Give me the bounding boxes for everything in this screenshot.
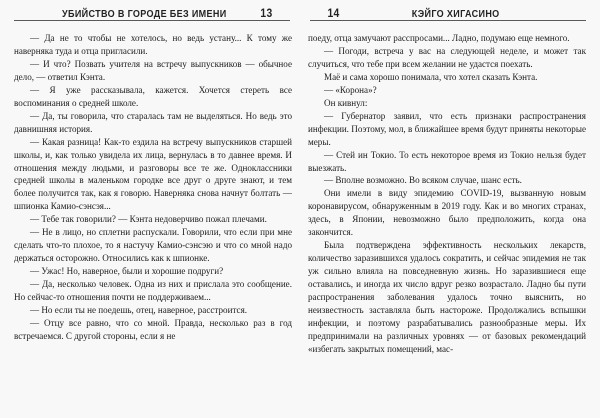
paragraph: — Но если ты не поедешь, отец, наверное, расстроится. [30, 305, 248, 316]
left-page-running-head [33, 6, 272, 19]
right-page-title: КЭЙГО ХИГАСИНО [411, 8, 500, 20]
right-header-rule [310, 20, 586, 21]
paragraph: — Отцу все равно, что со мной. Правда, несколько раз в год встречаемся. С другой стороны, если я не [14, 317, 292, 341]
paragraph: Была подтверждена эффективность нескольких лекарств, количество заразившихся удалось сократить, и сейчас эпидемия не так уж сильно влияла на повседневную жизнь. Но заразившиеся еще оставались, и иногда их число вдруг резко возрастало. Ладно бы пути распространения заболевания удалось точно выяснить, но неизвестность заставляла быть настороже. Продолжались вспышки инфекции, и поэтому разрабатывались разнообразные меры. Их предпринимали на различных уровнях — от базовых рекомендаций «избегать закрытых помещений, мас- [308, 240, 586, 354]
right-page-running-head [327, 6, 566, 19]
right-page [300, 0, 600, 418]
paragraph: — И что? Позвать учителя на встречу выпускников — обычное дело, — ответил Кэнта. [14, 58, 292, 82]
paragraph: — Губернатор заявил, что есть признаки распространения инфекции. Поэтому, мол, в ближайшее время будут приняты некоторые меры. [308, 110, 586, 147]
paragraph: — Вполне возможно. Во всяком случае, шанс есть. [324, 175, 522, 186]
left-page-title: УБИЙСТВО В ГОРОДЕ БЕЗ ИМЕНИ [62, 8, 227, 20]
right-page-number: 14 [327, 6, 340, 20]
left-header-rule [14, 20, 290, 21]
left-page-number: 13 [260, 6, 273, 20]
paragraph: — Не в лицо, но сплетни распускали. Говорили, что если при мне сделать что-то плохое, то я настучу Камио-сэнсэю и что со мной надо держаться осторожно. Относились как к шпионке. [14, 227, 292, 264]
paragraph: Он кивнул: [324, 97, 368, 108]
right-page-body [308, 32, 586, 356]
left-page-body [14, 32, 292, 343]
paragraph: поеду, отца замучают расспросами... Ладно, подумаю еще немного. [308, 33, 570, 43]
paragraph: — Тебе так говорили? — Кэнта недоверчиво пожал плечами. [30, 214, 267, 225]
paragraph: — «Корона»? [324, 84, 377, 95]
paragraph: — Да не то чтобы не хотелось, но ведь устану... К тому же наверняка туда и отца пригласили. [14, 33, 292, 56]
paragraph: — Какая разница! Как-то ездила на встречу выпускников старшей школы, и, как только увидела их лица, вернулась в то давнее время. И отношения между людьми, и разговоры все те же. Одноклассники средней школы в маленьком городке все друг о друге знают, и тем более получится так, как я говорю. Наверняка снова начнут болтать — шпионка Камио-сэнсэя... [14, 136, 292, 212]
paragraph: Маё и сама хорошо понимала, что хотел сказать Кэнта. [324, 71, 538, 82]
paragraph: — Я уже рассказывала, кажется. Хочется стереть все воспоминания о средней школе. [14, 84, 292, 108]
paragraph: — Да, несколько человек. Одна из них и прислала это сообщение. Но сейчас-то отношения почти не поддерживаем... [14, 279, 292, 303]
paragraph: — Ужас! Но, наверное, были и хорошие подруги? [30, 266, 224, 277]
paragraph: — Погоди, встреча у вас на следующей неделе, и может так случиться, что тебе при всем желании не удастся поехать. [308, 45, 586, 69]
paragraph: — Стей ин Токио. То есть некоторое время из Токио нельзя будет выезжать. [308, 149, 586, 173]
paragraph: Они имели в виду эпидемию COVID-19, вызванную новым коронавирусом, обнаруженным в 2019 году. Как и во многих странах, здесь, в Японии, невозможно было предположить, когда она закончится. [308, 188, 586, 238]
paragraph: — Да, ты говорила, что старалась там не выделяться. Но ведь это давнишняя история. [14, 110, 292, 134]
